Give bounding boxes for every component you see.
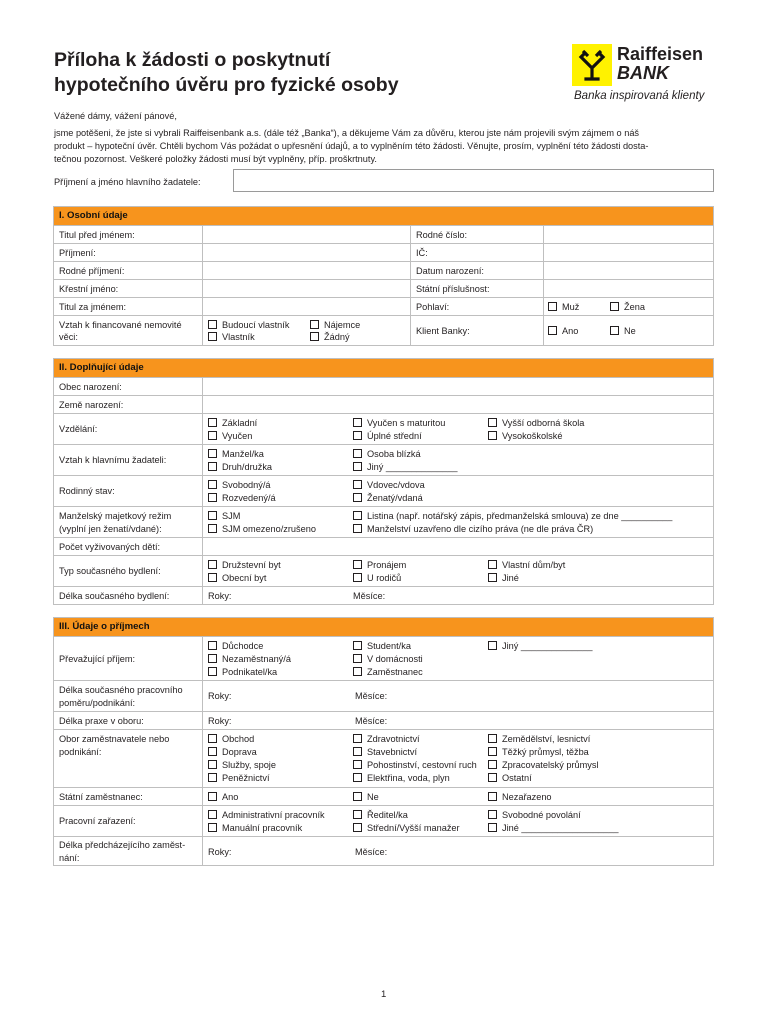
row-pracovni-zarazeni bbox=[54, 805, 713, 837]
label-titul-pred: Titul před jménem: bbox=[59, 230, 135, 240]
checkbox-muz[interactable] bbox=[548, 301, 579, 314]
label-delka-prac-1: Délka současného pracovního bbox=[59, 685, 183, 695]
checkbox-label: Jiné ___________________ bbox=[502, 823, 619, 833]
section-personal-data bbox=[53, 206, 714, 346]
checkbox-obecni[interactable] bbox=[208, 572, 266, 585]
label-predchozi-2: nání: bbox=[59, 853, 80, 863]
checkbox-icon bbox=[488, 823, 497, 832]
checkbox-icon bbox=[208, 493, 217, 502]
checkbox-label: Vyučen bbox=[222, 431, 253, 441]
checkbox-label: Ano bbox=[562, 326, 579, 336]
checkbox-penezni[interactable] bbox=[208, 772, 270, 785]
checkbox-zpracovatelsky[interactable] bbox=[488, 759, 599, 772]
checkbox-label: Manuální pracovník bbox=[222, 823, 303, 833]
checkbox-label: Jiné bbox=[502, 573, 519, 583]
checkbox-icon bbox=[208, 823, 217, 832]
checkbox-reditel[interactable] bbox=[353, 809, 408, 822]
checkbox-budouci-vlastnik[interactable] bbox=[208, 319, 289, 332]
label-typ-bydleni: Typ současného bydlení: bbox=[59, 566, 161, 576]
section-header bbox=[54, 359, 713, 377]
checkbox-label: Pohostinství, cestovní ruch bbox=[367, 760, 477, 770]
row-vztah-hlavni bbox=[54, 444, 713, 476]
checkbox-label: Těžký průmysl, těžba bbox=[502, 747, 589, 757]
checkbox-label: Ženatý/vdaná bbox=[367, 493, 423, 503]
label-klient-banky: Klient Banky: bbox=[416, 326, 470, 336]
title-line-1: Příloha k žádosti o poskytnutí bbox=[54, 49, 331, 71]
checkbox-icon bbox=[208, 332, 217, 341]
checkbox-icon bbox=[488, 431, 497, 440]
page-number: 1 bbox=[381, 989, 387, 1000]
checkbox-label: Nezařazeno bbox=[502, 792, 552, 802]
checkbox-label: Jiný ______________ bbox=[367, 462, 458, 472]
checkbox-icon bbox=[208, 511, 217, 520]
row-predchozi-zamestnani bbox=[54, 836, 713, 866]
checkbox-icon bbox=[353, 773, 362, 782]
checkbox-icon bbox=[208, 734, 217, 743]
applicant-name-field[interactable] bbox=[233, 169, 714, 192]
checkbox-label: Nezaměstnaný/á bbox=[222, 654, 291, 664]
checkbox-icon bbox=[208, 573, 217, 582]
checkbox-icon bbox=[353, 431, 362, 440]
column-divider bbox=[410, 225, 411, 345]
row-rodne-prijmeni bbox=[54, 261, 713, 280]
checkbox-svobodne-povolani[interactable] bbox=[488, 809, 581, 822]
checkbox-icon bbox=[310, 332, 319, 341]
checkbox-icon bbox=[208, 654, 217, 663]
row-praxe bbox=[54, 711, 713, 730]
logo-name: Raiffeisen bbox=[617, 44, 704, 64]
checkbox-zakladni[interactable] bbox=[208, 417, 257, 430]
checkbox-icon bbox=[353, 747, 362, 756]
checkbox-doprava[interactable] bbox=[208, 746, 257, 759]
column-divider bbox=[202, 636, 203, 865]
row-vzdelani bbox=[54, 413, 713, 445]
checkbox-icon bbox=[353, 734, 362, 743]
checkbox-label: Peněžnictví bbox=[222, 773, 270, 783]
checkbox-sluzby[interactable] bbox=[208, 759, 276, 772]
checkbox-vyucen[interactable] bbox=[208, 430, 252, 443]
checkbox-vdovec[interactable] bbox=[353, 479, 425, 492]
checkbox-label: Žádný bbox=[324, 332, 350, 342]
label-rodinny-stav: Rodinný stav: bbox=[59, 486, 115, 496]
checkbox-label: Vyučen s maturitou bbox=[367, 418, 446, 428]
row-delka-bydleni bbox=[54, 586, 713, 605]
label-vztah-1: Vztah k financované nemovité bbox=[59, 320, 182, 330]
column-divider bbox=[202, 377, 203, 604]
checkbox-icon bbox=[353, 810, 362, 819]
checkbox-zamestnanec[interactable] bbox=[353, 666, 423, 679]
logo-bank: BANK bbox=[617, 63, 669, 83]
row-majetkovy-rezim bbox=[54, 506, 713, 538]
checkbox-label: Student/ka bbox=[367, 641, 411, 651]
checkbox-tezky-prumysl[interactable] bbox=[488, 746, 589, 759]
checkbox-label: U rodičů bbox=[367, 573, 402, 583]
checkbox-icon bbox=[488, 418, 497, 427]
checkbox-vyssi-odborna[interactable] bbox=[488, 417, 584, 430]
checkbox-label: Nájemce bbox=[324, 320, 361, 330]
checkbox-vysokoskolske[interactable] bbox=[488, 430, 562, 443]
checkbox-label: Základní bbox=[222, 418, 258, 428]
checkbox-label: Manžel/ka bbox=[222, 449, 264, 459]
checkbox-label: Vlastní dům/byt bbox=[502, 560, 566, 570]
checkbox-label: Budoucí vlastník bbox=[222, 320, 290, 330]
checkbox-icon bbox=[353, 823, 362, 832]
label-datum-narozeni: Datum narození: bbox=[416, 266, 484, 276]
checkbox-sjm-omezeno[interactable] bbox=[208, 523, 316, 536]
checkbox-zdravotnictvi[interactable] bbox=[353, 733, 420, 746]
checkbox-label: Žena bbox=[624, 302, 645, 312]
checkbox-jiny-prijem[interactable] bbox=[488, 640, 592, 653]
checkbox-label: Druh/družka bbox=[222, 462, 273, 472]
checkbox-icon bbox=[353, 511, 362, 520]
checkbox-jine-bydleni[interactable] bbox=[488, 572, 519, 585]
row-zeme-narozeni bbox=[54, 395, 713, 414]
checkbox-label: Úplné střední bbox=[367, 431, 422, 441]
column-divider bbox=[202, 225, 203, 345]
checkbox-icon bbox=[208, 524, 217, 533]
row-obec-narozeni bbox=[54, 377, 713, 396]
label-vzdelani: Vzdělání: bbox=[59, 424, 98, 434]
row-statni-zamestnanec bbox=[54, 787, 713, 806]
label-mesice: Měsíce: bbox=[355, 691, 388, 701]
label-vztah-2: věci: bbox=[59, 332, 78, 342]
checkbox-label: SJM omezeno/zrušeno bbox=[222, 524, 316, 534]
checkbox-sz-ne[interactable] bbox=[353, 791, 379, 804]
checkbox-manazer[interactable] bbox=[353, 822, 460, 835]
row-delka-prac bbox=[54, 680, 713, 712]
label-obec-narozeni: Obec narození: bbox=[59, 382, 122, 392]
label-vztah-hlavni: Vztah k hlavnímu žadateli: bbox=[59, 455, 167, 465]
checkbox-label: Doprava bbox=[222, 747, 257, 757]
checkbox-label: Ředitel/ka bbox=[367, 810, 408, 820]
checkbox-vlastni[interactable] bbox=[488, 559, 565, 572]
checkbox-icon bbox=[208, 418, 217, 427]
checkbox-jine-zarazeni[interactable] bbox=[488, 822, 619, 835]
checkbox-label: Ostatní bbox=[502, 773, 532, 783]
checkbox-administrativni[interactable] bbox=[208, 809, 325, 822]
section-header bbox=[54, 207, 713, 225]
label-roky: Roky: bbox=[208, 716, 232, 726]
checkbox-icon bbox=[488, 560, 497, 569]
checkbox-icon bbox=[310, 320, 319, 329]
label-pohlavi: Pohlaví: bbox=[416, 302, 450, 312]
checkbox-label: Služby, spoje bbox=[222, 760, 276, 770]
checkbox-najemce[interactable] bbox=[310, 319, 360, 332]
checkbox-label: Družstevní byt bbox=[222, 560, 281, 570]
checkbox-klient-ne[interactable] bbox=[610, 325, 636, 338]
checkbox-icon bbox=[353, 418, 362, 427]
checkbox-icon bbox=[488, 734, 497, 743]
row-typ-bydleni bbox=[54, 555, 713, 587]
checkbox-student[interactable] bbox=[353, 640, 411, 653]
checkbox-label: Vysokoškolské bbox=[502, 431, 563, 441]
label-majetkovy-rezim-2: (vyplní jen ženatí/vdané): bbox=[59, 524, 162, 534]
label-zeme-narozeni: Země narození: bbox=[59, 400, 124, 410]
row-prevazujici-prijem bbox=[54, 636, 713, 681]
checkbox-icon bbox=[208, 462, 217, 471]
label-titul-za: Titul za jménem: bbox=[59, 302, 127, 312]
column-divider bbox=[543, 225, 544, 345]
checkbox-manzel[interactable] bbox=[208, 448, 264, 461]
checkbox-rozvedeny[interactable] bbox=[208, 492, 276, 505]
checkbox-sz-ano[interactable] bbox=[208, 791, 238, 804]
checkbox-sz-nezarazeno[interactable] bbox=[488, 791, 552, 804]
checkbox-icon bbox=[488, 573, 497, 582]
checkbox-label: V domácnosti bbox=[367, 654, 423, 664]
checkbox-u-rodicu[interactable] bbox=[353, 572, 401, 585]
checkbox-label: Muž bbox=[562, 302, 580, 312]
checkbox-vlastnik[interactable] bbox=[208, 331, 255, 344]
checkbox-icon bbox=[208, 667, 217, 676]
checkbox-manualni[interactable] bbox=[208, 822, 302, 835]
section-title: II. Doplňující údaje bbox=[59, 362, 144, 373]
checkbox-icon bbox=[353, 493, 362, 502]
label-roky: Roky: bbox=[208, 691, 232, 701]
checkbox-icon bbox=[208, 792, 217, 801]
label-rodne-cislo: Rodné číslo: bbox=[416, 230, 468, 240]
checkbox-icon bbox=[353, 524, 362, 533]
checkbox-icon bbox=[548, 326, 557, 335]
checkbox-icon bbox=[353, 654, 362, 663]
checkbox-label: Vlastník bbox=[222, 332, 255, 342]
label-delka-prac-2: poměru/podnikání: bbox=[59, 698, 136, 708]
label-predchozi-1: Délka předcházejícího zaměst- bbox=[59, 840, 186, 850]
row-vztah bbox=[54, 315, 713, 346]
checkbox-label: Obchod bbox=[222, 734, 255, 744]
section-additional-data bbox=[53, 358, 714, 605]
section-title: I. Osobní údaje bbox=[59, 210, 128, 221]
section-title: III. Údaje o příjmech bbox=[59, 621, 150, 632]
checkbox-label: Listina (např. notářský zápis, předmanželská smlouva) ze dne __________ bbox=[367, 511, 673, 521]
page-title bbox=[54, 48, 514, 98]
checkbox-label: Ne bbox=[624, 326, 636, 336]
label-mesice: Měsíce: bbox=[353, 591, 386, 601]
row-titul-pred bbox=[54, 225, 713, 244]
checkbox-icon bbox=[488, 810, 497, 819]
checkbox-podnikatel[interactable] bbox=[208, 666, 277, 679]
checkbox-icon bbox=[353, 667, 362, 676]
checkbox-icon bbox=[208, 320, 217, 329]
checkbox-label: Svobodný/á bbox=[222, 480, 271, 490]
checkbox-label: Administrativní pracovník bbox=[222, 810, 325, 820]
checkbox-label: Jiný ______________ bbox=[502, 641, 593, 651]
row-titul-za bbox=[54, 297, 713, 316]
checkbox-uplne-stredni[interactable] bbox=[353, 430, 422, 443]
checkbox-listina[interactable] bbox=[353, 510, 672, 523]
checkbox-icon bbox=[208, 810, 217, 819]
checkbox-label: Pronájem bbox=[367, 560, 407, 570]
checkbox-stavebnictvi[interactable] bbox=[353, 746, 417, 759]
checkbox-duchodce[interactable] bbox=[208, 640, 263, 653]
checkbox-zenaty[interactable] bbox=[353, 492, 423, 505]
checkbox-label: Osoba blízká bbox=[367, 449, 421, 459]
checkbox-icon bbox=[208, 449, 217, 458]
checkbox-icon bbox=[208, 760, 217, 769]
checkbox-label: Elektřina, voda, plyn bbox=[367, 773, 450, 783]
label-mesice: Měsíce: bbox=[355, 716, 388, 726]
label-roky: Roky: bbox=[208, 847, 232, 857]
checkbox-vyucen-maturita[interactable] bbox=[353, 417, 445, 430]
label-prevazujici-prijem: Převažující příjem: bbox=[59, 654, 136, 664]
checkbox-pohostinstvi[interactable] bbox=[353, 759, 477, 772]
checkbox-elektrina[interactable] bbox=[353, 772, 450, 785]
label-prijmeni: Příjmení: bbox=[59, 248, 96, 258]
checkbox-icon bbox=[353, 462, 362, 471]
checkbox-icon bbox=[353, 792, 362, 801]
checkbox-icon bbox=[610, 326, 619, 335]
checkbox-label: Ano bbox=[222, 792, 239, 802]
checkbox-label: Zpracovatelský průmysl bbox=[502, 760, 599, 770]
checkbox-sjm[interactable] bbox=[208, 510, 240, 523]
label-krestni-jmeno: Křestní jméno: bbox=[59, 284, 119, 294]
checkbox-icon bbox=[488, 641, 497, 650]
label-roky: Roky: bbox=[208, 591, 232, 601]
checkbox-druh[interactable] bbox=[208, 461, 272, 474]
checkbox-pronajem[interactable] bbox=[353, 559, 406, 572]
checkbox-label: SJM bbox=[222, 511, 241, 521]
checkbox-icon bbox=[208, 641, 217, 650]
checkbox-icon bbox=[353, 760, 362, 769]
label-obor-1: Obor zaměstnavatele nebo bbox=[59, 734, 170, 744]
checkbox-icon bbox=[610, 302, 619, 311]
checkbox-ostatni[interactable] bbox=[488, 772, 532, 785]
raiffeisen-logo bbox=[572, 44, 722, 106]
checkbox-label: Vyšší odborná škola bbox=[502, 418, 585, 428]
label-majetkovy-rezim-1: Manželský majetkový režim bbox=[59, 511, 172, 521]
greeting: Vážené dámy, vážení pánové, bbox=[54, 111, 177, 121]
checkbox-label: Vdovec/vdova bbox=[367, 480, 425, 490]
checkbox-druzstevni[interactable] bbox=[208, 559, 281, 572]
checkbox-osoba-blizka[interactable] bbox=[353, 448, 421, 461]
raiffeisen-gable-icon bbox=[572, 44, 612, 86]
checkbox-label: Zemědělství, lesnictví bbox=[502, 734, 591, 744]
checkbox-label: Střední/Vyšší manažer bbox=[367, 823, 460, 833]
checkbox-icon bbox=[208, 480, 217, 489]
checkbox-icon bbox=[353, 573, 362, 582]
checkbox-jiny-vztah[interactable] bbox=[353, 461, 457, 474]
row-obor bbox=[54, 729, 713, 788]
checkbox-zadny[interactable] bbox=[310, 331, 350, 344]
checkbox-icon bbox=[488, 760, 497, 769]
row-krestni bbox=[54, 279, 713, 298]
checkbox-label: Svobodné povolání bbox=[502, 810, 581, 820]
row-rodinny-stav bbox=[54, 475, 713, 507]
logo-slogan: Banka inspirovaná klienty bbox=[574, 90, 705, 102]
checkbox-label: Podnikatel/ka bbox=[222, 667, 278, 677]
checkbox-icon bbox=[208, 560, 217, 569]
section-header bbox=[54, 618, 713, 636]
label-statni-prislusnost: Státní příslušnost: bbox=[416, 284, 490, 294]
checkbox-icon bbox=[488, 773, 497, 782]
checkbox-label: Ne bbox=[367, 792, 379, 802]
checkbox-icon bbox=[208, 747, 217, 756]
label-pocet-deti: Počet vyživovaných dětí: bbox=[59, 542, 161, 552]
checkbox-icon bbox=[208, 773, 217, 782]
label-obor-2: podnikání: bbox=[59, 747, 102, 757]
checkbox-label: Zdravotnictví bbox=[367, 734, 420, 744]
intro-line-2: produkt – hypoteční úvěr. Chtěli bychom Vás požádat o upřesnění údajů, a to vyplněním této žádosti. Věnujte, prosím, vyplnění této žádosti dosta- bbox=[54, 141, 649, 151]
checkbox-icon bbox=[488, 747, 497, 756]
intro-line-3: tečnou pozornost. Veškeré položky žádosti musí být vyplněny, příp. proškrtnuty. bbox=[54, 154, 377, 164]
checkbox-icon bbox=[353, 480, 362, 489]
checkbox-label: Stavebnictví bbox=[367, 747, 418, 757]
checkbox-nezamestnany[interactable] bbox=[208, 653, 291, 666]
label-mesice: Měsíce: bbox=[355, 847, 388, 857]
checkbox-label: Rozvedený/á bbox=[222, 493, 276, 503]
label-ic: IČ: bbox=[416, 248, 428, 258]
applicant-name-label: Příjmení a jméno hlavního žadatele: bbox=[54, 177, 201, 187]
checkbox-label: Zaměstnanec bbox=[367, 667, 423, 677]
title-line-2: hypotečního úvěru pro fyzické osoby bbox=[54, 74, 399, 96]
checkbox-label: Důchodce bbox=[222, 641, 264, 651]
checkbox-icon bbox=[488, 792, 497, 801]
checkbox-klient-ano[interactable] bbox=[548, 325, 578, 338]
checkbox-icon bbox=[353, 641, 362, 650]
section-income-data bbox=[53, 617, 714, 866]
checkbox-icon bbox=[208, 431, 217, 440]
checkbox-zemedelstvi[interactable] bbox=[488, 733, 590, 746]
label-delka-bydleni: Délka současného bydlení: bbox=[59, 591, 170, 601]
checkbox-domacnost[interactable] bbox=[353, 653, 423, 666]
checkbox-icon bbox=[353, 560, 362, 569]
checkbox-icon bbox=[353, 449, 362, 458]
label-rodne-prijmeni: Rodné příjmení: bbox=[59, 266, 125, 276]
checkbox-obchod[interactable] bbox=[208, 733, 254, 746]
label-pracovni-zarazeni: Pracovní zařazení: bbox=[59, 816, 136, 826]
row-prijmeni bbox=[54, 243, 713, 262]
checkbox-label: Manželství uzavřeno dle cizího práva (ne dle práva ČR) bbox=[367, 524, 594, 534]
row-pocet-deti bbox=[54, 537, 713, 556]
checkbox-icon bbox=[548, 302, 557, 311]
label-statni-zamestnanec: Státní zaměstnanec: bbox=[59, 792, 143, 802]
checkbox-label: Obecní byt bbox=[222, 573, 267, 583]
checkbox-cizi-pravo[interactable] bbox=[353, 523, 593, 536]
intro-line-1: jsme potěšeni, že jste si vybrali Raiffeisenbank a.s. (dále též „Banka“), a děkujeme Vám za důvěru, kterou jste nám projevili svým zájmem o náš bbox=[54, 128, 640, 138]
checkbox-svobodny[interactable] bbox=[208, 479, 271, 492]
label-praxe: Délka praxe v oboru: bbox=[59, 716, 144, 726]
checkbox-zena[interactable] bbox=[610, 301, 645, 314]
